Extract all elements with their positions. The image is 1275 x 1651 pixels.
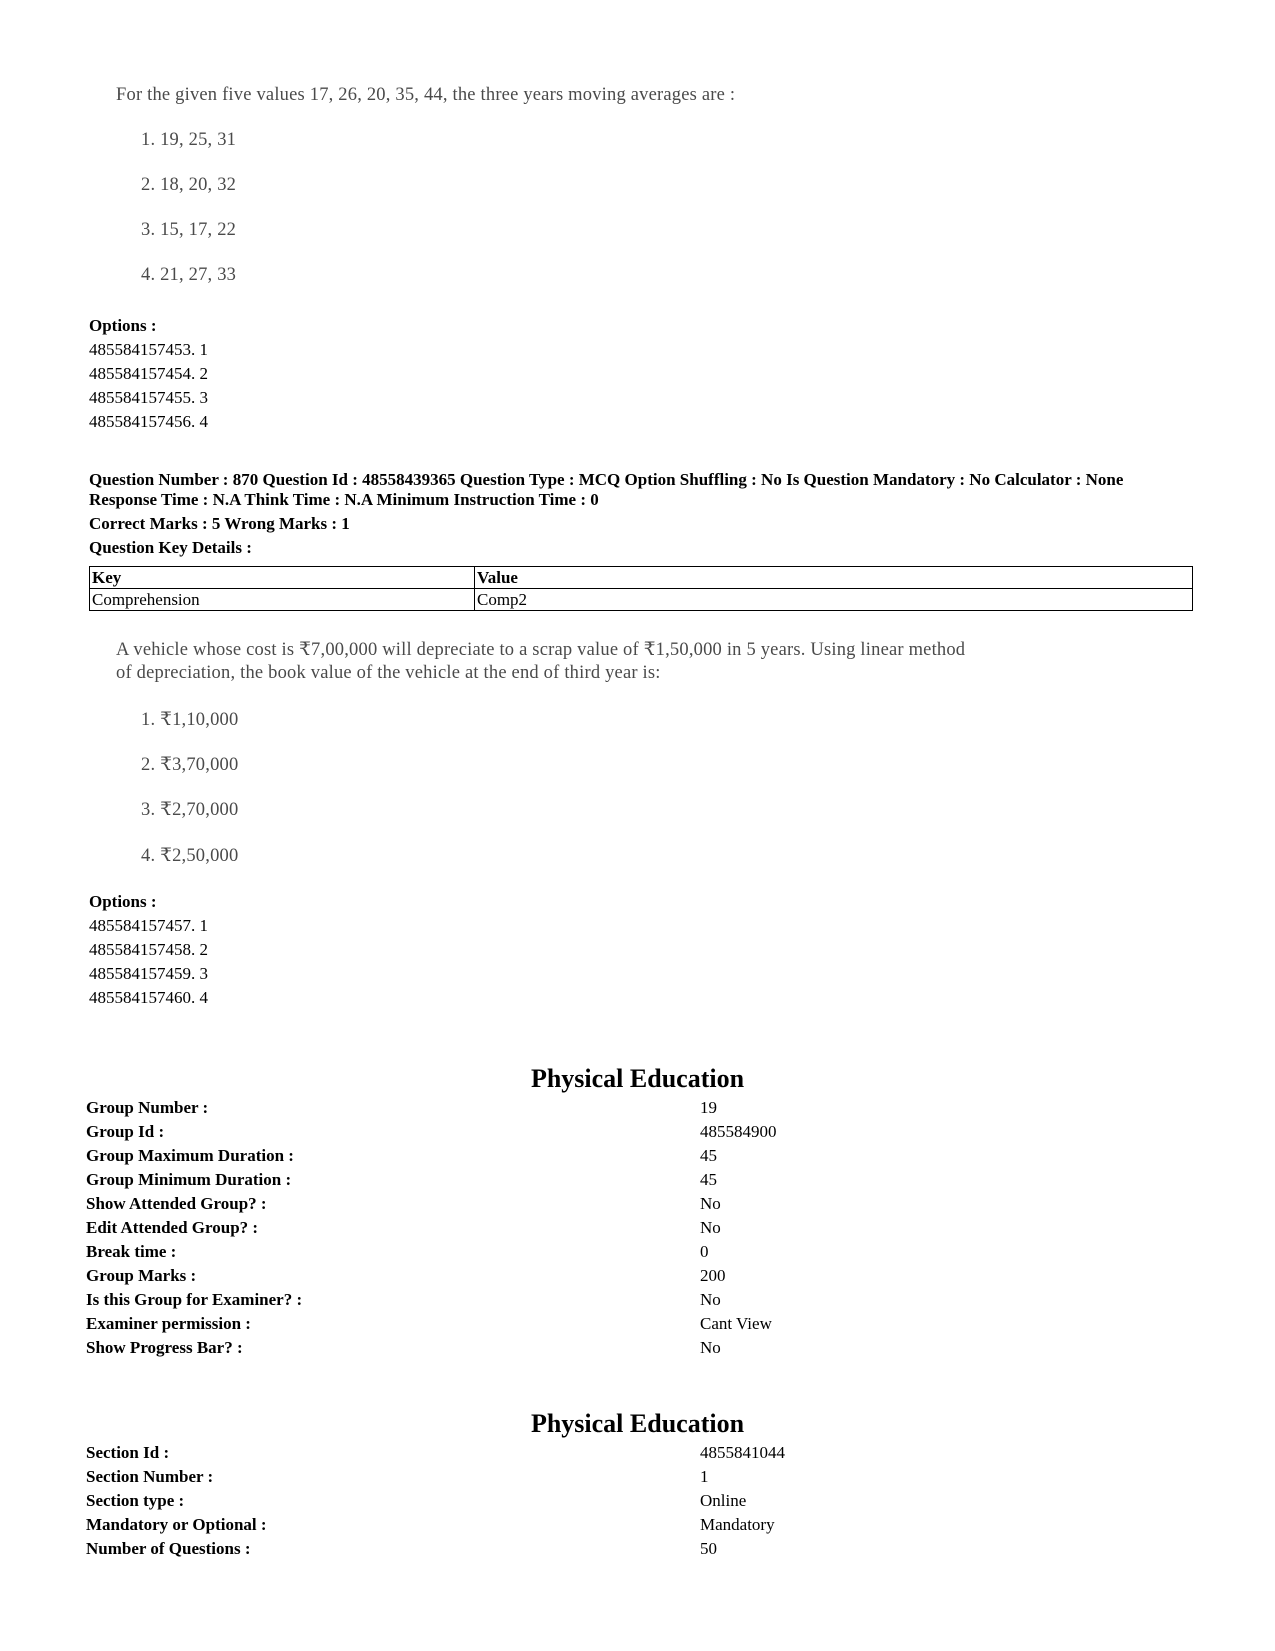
group-prop-value: 45 — [700, 1170, 717, 1189]
group-prop-label: Group Maximum Duration : — [86, 1146, 294, 1165]
group-prop-label: Break time : — [86, 1242, 177, 1261]
table-cell-value: Comp2 — [475, 589, 1193, 611]
group-prop-value: 19 — [700, 1098, 717, 1117]
section-prop-label: Mandatory or Optional : — [86, 1515, 267, 1534]
section-prop-value: Mandatory — [700, 1515, 775, 1534]
options-label: Options : — [89, 892, 157, 911]
question-meta: Question Number : 870 Question Id : 48558439365 Question Type : MCQ Option Shuffling : No Is Question Mandatory : No Calculator : None — [89, 470, 1124, 489]
question-stem-line2: of depreciation, the book value of the vehicle at the end of third year is: — [116, 663, 661, 683]
group-prop-label: Examiner permission : — [86, 1314, 251, 1333]
question-meta-timing: Response Time : N.A Think Time : N.A Minimum Instruction Time : 0 — [89, 490, 599, 509]
group-prop-label: Show Attended Group? : — [86, 1194, 267, 1213]
option-item: 485584157455. 3 — [89, 388, 208, 407]
group-prop-label: Group Minimum Duration : — [86, 1170, 292, 1189]
table-cell-key: Comprehension — [90, 589, 475, 611]
table-row — [90, 589, 1193, 611]
table-header-value: Value — [475, 567, 1193, 589]
choice-1: 1. ₹1,10,000 — [141, 710, 239, 730]
section-title: Physical Education — [530, 1409, 745, 1438]
choice-4: 4. ₹2,50,000 — [141, 846, 239, 866]
option-item: 485584157459. 3 — [89, 964, 208, 983]
section-prop-value: 1 — [700, 1467, 709, 1486]
group-prop-label: Group Number : — [86, 1098, 209, 1117]
choice-1: 1. 19, 25, 31 — [141, 130, 237, 150]
choice-3: 3. 15, 17, 22 — [141, 220, 237, 240]
group-title: Physical Education — [530, 1064, 745, 1093]
question-marks: Correct Marks : 5 Wrong Marks : 1 — [89, 514, 350, 533]
choice-4: 4. 21, 27, 33 — [141, 265, 237, 285]
section-prop-value: 50 — [700, 1539, 717, 1558]
section-prop-label: Section Id : — [86, 1443, 170, 1462]
option-item: 485584157453. 1 — [89, 340, 208, 359]
question-stem-line1: A vehicle whose cost is ₹7,00,000 will depreciate to a scrap value of ₹1,50,000 in 5 years. Using linear method — [116, 640, 966, 660]
section-prop-label: Section Number : — [86, 1467, 214, 1486]
section-prop-value: 4855841044 — [700, 1443, 785, 1462]
choice-2: 2. 18, 20, 32 — [141, 175, 237, 195]
section-prop-value: Online — [700, 1491, 747, 1510]
section-prop-label: Section type : — [86, 1491, 185, 1510]
group-prop-label: Is this Group for Examiner? : — [86, 1290, 303, 1309]
key-details-table — [89, 566, 1193, 611]
group-prop-value: No — [700, 1290, 721, 1309]
section-prop-label: Number of Questions : — [86, 1539, 251, 1558]
group-prop-label: Edit Attended Group? : — [86, 1218, 259, 1237]
group-prop-value: No — [700, 1194, 721, 1213]
group-prop-value: 485584900 — [700, 1122, 777, 1141]
option-item: 485584157457. 1 — [89, 916, 208, 935]
table-header-key: Key — [90, 567, 475, 589]
group-prop-label: Group Id : — [86, 1122, 165, 1141]
table-header-row — [90, 567, 1193, 589]
option-item: 485584157454. 2 — [89, 364, 208, 383]
option-item: 485584157458. 2 — [89, 940, 208, 959]
group-prop-value: Cant View — [700, 1314, 772, 1333]
group-prop-label: Show Progress Bar? : — [86, 1338, 243, 1357]
group-prop-value: 45 — [700, 1146, 717, 1165]
question-stem: For the given five values 17, 26, 20, 35, 44, the three years moving averages are : — [116, 85, 736, 105]
option-item: 485584157460. 4 — [89, 988, 208, 1007]
group-prop-value: No — [700, 1338, 721, 1357]
group-prop-value: No — [700, 1218, 721, 1237]
key-details-label: Question Key Details : — [89, 538, 252, 557]
group-prop-label: Group Marks : — [86, 1266, 197, 1285]
option-item: 485584157456. 4 — [89, 412, 208, 431]
options-label: Options : — [89, 316, 157, 335]
group-prop-value: 0 — [700, 1242, 709, 1261]
choice-2: 2. ₹3,70,000 — [141, 755, 239, 775]
choice-3: 3. ₹2,70,000 — [141, 800, 239, 820]
group-prop-value: 200 — [700, 1266, 726, 1285]
